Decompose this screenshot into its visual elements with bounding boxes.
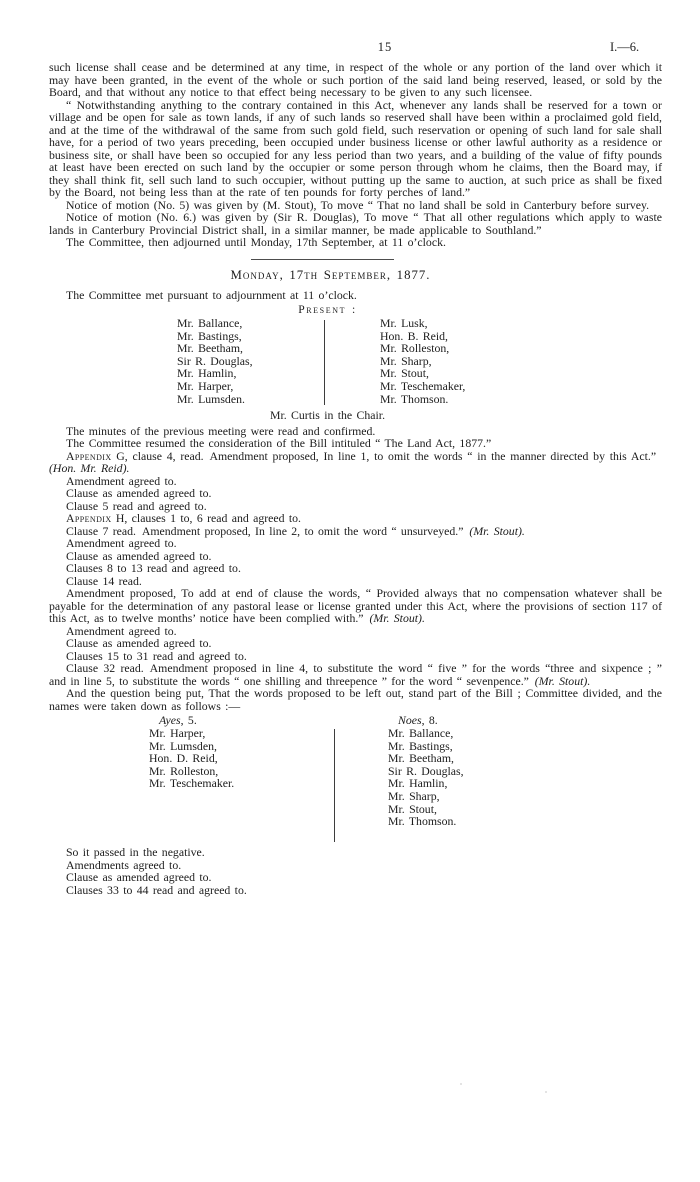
present-right-column (380, 317, 465, 405)
member-name: Mr. Harper, (177, 378, 234, 393)
sitting-date-heading: Monday, 17th September, 1877. (230, 267, 431, 282)
member-name: Mr. Beetham, (388, 751, 454, 766)
proceeding-line (49, 687, 662, 712)
quoted-clause-paragraph: “ Notwithstanding anything to the contrary contained in this Act, whenever any lands shall be reserved for a town or village and be open for sale as town lands, if any of such lands so reserved shall have been within a proclaimed gold field, and at the time of the withdrawal of the same from such gold field, such reservation or opening of such land for sale shall have, for a period of two years preceding, been occupied under business license or other lawful authority as a residence or business site, or shall have been so occupied for any less period than two years, and a building of the value of fifty pounds at least have been erected on such land by the occupier or some person through whom he claims, then the Board may, if they shall think fit, sell such land to such occupier, without putting up the same to auction, at such price as shall be fixed by the Board, not being less than at the rate of ten pounds for forty perches of land.” (49, 97, 662, 199)
proceeding-text: Clause 7 read. Amendment proposed, In line 2, to omit the word “ unsurveyed.” (66, 523, 470, 538)
noes-label: Noes (398, 713, 422, 727)
proceeding-line (49, 587, 662, 625)
member-attribution: (Mr. Stout). (534, 673, 591, 688)
small-caps-lead: Appendix (66, 511, 112, 525)
member-name: Mr. Hamlin, (177, 366, 237, 381)
proceeding-text: Clause as amended agreed to. (66, 548, 212, 563)
member-name: Mr. Stout, (380, 366, 429, 381)
section-divider-rule (251, 259, 394, 260)
division-vote-table (49, 714, 662, 846)
notice-of-motion-6: Notice of motion (No. 6.) was given by (Sir R. Douglas), To move “ That all other regulations which apply to waste lands in Canterbury Provincial District shall, in a similar manner, be made applicable to Southland.” (49, 210, 662, 237)
member-attribution: (Hon. Mr. Reid). (49, 461, 130, 475)
member-name: Mr. Lusk, (380, 316, 428, 330)
member-name: Mr. Teschemaker, (380, 378, 466, 393)
closing-line: Clauses 33 to 44 read and agreed to. (66, 882, 247, 897)
member-name: Hon. D. Reid, (149, 751, 218, 766)
proceedings-section (49, 425, 662, 713)
member-name: Mr. Rolleston, (380, 341, 450, 356)
adjournment-line: The Committee, then adjourned until Monday, 17th September, at 11 o’clock. (66, 235, 446, 249)
member-name: Mr. Rolleston, (149, 763, 219, 778)
noes-names (388, 727, 528, 828)
proceeding-text: Clause 32 read. Amendment proposed in line 4, to substitute the word “ five ” for the words “three and sixpence ; ” and in line 5, to substitute the words “ one shilling and threepence ” for the word “ sevenpence.” (49, 661, 662, 688)
scan-artifact-speck (545, 1091, 547, 1093)
column-divider-rule (324, 320, 325, 405)
present-left-column (177, 317, 253, 405)
proceeding-text: Clauses 8 to 13 read and agreed to. (66, 561, 241, 575)
proceeding-text: Clause as amended agreed to. (66, 636, 212, 650)
proceeding-text: Amendment agreed to. (66, 473, 177, 488)
member-name: Sir R. Douglas, (388, 763, 464, 778)
present-heading: Present : (298, 302, 357, 316)
continuation-paragraph: such license shall cease and be determined at any time, in respect of the whole or any portion of the land over which it may have been granted, in the event of the whole or such portion of the said land being reserved, leased, or sold by the Board, and that without any notice to that effect being necessary to be given to any such licensee. (49, 60, 662, 99)
ayes-label: Ayes (159, 713, 181, 727)
member-name: Mr. Ballance, (388, 726, 454, 740)
proceeding-text: The Committee resumed the consideration of the Bill intituled “ The Land Act, 1877.” (66, 436, 492, 450)
member-name: Mr. Harper, (149, 726, 206, 740)
proceeding-text: And the question being put, That the words proposed to be left out, stand part of the Bill ; Committee divided, and the names were taken down as follows :— (49, 686, 662, 713)
member-name: Mr. Stout, (388, 801, 437, 816)
member-name: Mr. Thomson. (380, 391, 449, 406)
proceeding-line (49, 662, 662, 687)
ayes-names (149, 727, 279, 790)
member-name: Mr. Sharp, (388, 788, 440, 803)
proceeding-text: Clause 5 read and agreed to. (66, 498, 207, 513)
member-name: Mr. Lumsden, (149, 738, 217, 753)
member-attribution: (Mr. Stout). (469, 523, 525, 538)
scan-artifact-speck (460, 1083, 462, 1085)
small-caps-lead: Appendix (66, 448, 112, 463)
page-number: 15 (377, 40, 393, 54)
proceeding-text: Clause as amended agreed to. (66, 486, 212, 500)
proceeding-line (49, 450, 662, 475)
member-name: Mr. Hamlin, (388, 776, 448, 791)
member-name: Mr. Lumsden. (177, 391, 245, 406)
column-divider-rule (334, 729, 335, 842)
member-name: Mr. Thomson. (388, 814, 457, 829)
ayes-count: , 5. (180, 713, 197, 727)
member-name: Sir R. Douglas, (177, 353, 253, 368)
proceeding-text: Amendment proposed, To add at end of clause the words, “ Provided always that no compensation whatever shall be payable for the determination of any pastoral lease or license granted under this Act, where the provisions of section 117 of this Act, as to twelve months’ notice have been complied with.” (49, 586, 662, 625)
proceeding-text: Amendment agreed to. (66, 623, 177, 638)
member-name: Mr. Bastings, (177, 328, 242, 343)
noes-column (388, 714, 528, 828)
notice-of-motion-5: Notice of motion (No. 5) was given by (M. Stout), To move “ That no land shall be sold in Canterbury before survey. (66, 197, 650, 212)
closing-line: Amendments agreed to. (66, 857, 182, 872)
noes-count: , 8. (421, 713, 438, 727)
member-name: Hon. B. Reid, (380, 328, 449, 343)
member-name: Mr. Ballance, (177, 316, 243, 330)
proceeding-text: The minutes of the previous meeting were read and confirmed. (66, 423, 376, 438)
proceeding-text: Clauses 15 to 31 read and agreed to. (66, 648, 247, 663)
page-body (49, 61, 662, 896)
proceeding-text: H, clauses 1 to, 6 read and agreed to. (111, 511, 302, 525)
proceeding-text: G, clause 4, read. Amendment proposed, In line 1, to omit the words “ in the manner directed by this Act.” (111, 448, 662, 463)
proceeding-text: Amendment agreed to. (66, 536, 177, 550)
committee-met-line: The Committee met pursuant to adjournment at 11 o’clock. (66, 288, 357, 302)
closing-lines-section (49, 846, 662, 896)
proceeding-text: Clause 14 read. (66, 573, 142, 588)
member-name: Mr. Teschemaker. (149, 776, 235, 791)
closing-line: So it passed in the negative. (66, 845, 205, 859)
chairman-line: Mr. Curtis in the Chair. (269, 408, 386, 422)
running-header (49, 40, 662, 54)
ayes-column (149, 714, 279, 790)
member-name: Mr. Bastings, (388, 738, 453, 753)
member-name: Mr. Beetham, (177, 341, 243, 356)
closing-line: Clause as amended agreed to. (66, 870, 212, 884)
document-reference: I.—6. (610, 40, 640, 54)
member-name: Mr. Sharp, (380, 353, 432, 368)
present-members-table (49, 317, 662, 408)
member-attribution: (Mr. Stout). (369, 611, 425, 625)
